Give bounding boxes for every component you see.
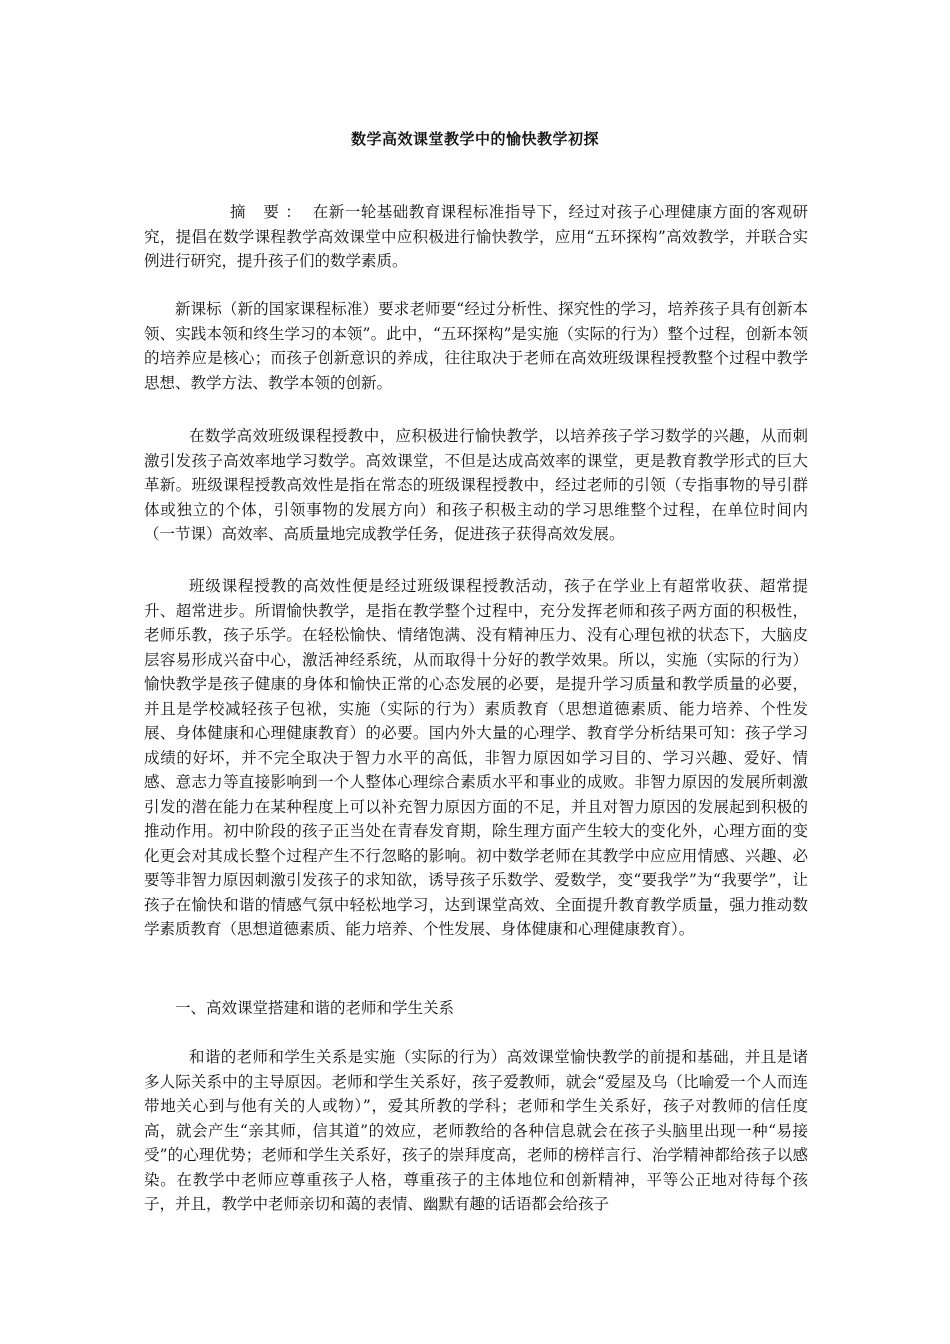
document-title: 数学高效课堂教学中的愉快教学初探	[350, 130, 599, 148]
section-paragraph: 和谐的老师和学生关系是实施（实际的行为）高效课堂愉快教学的前提和基础，并且是诸多人际关系中的主导原因。老师和学生关系好，孩子爱教师，就会“爱屋及乌（比喻爱一个人而连带地关心到与他有关的人或物）”，爱其所教的学科；老师和学生关系好，孩子对教师的信任度高，就会产生“亲其师，信其道”的效应，老师教给的各种信息就会在孩子头脑里出现一种“易接受”的心理优势；老师和学生关系好，孩子的崇拜度高，老师的榜样言行、治学精神都给孩子以感染。在教学中老师应尊重孩子人格，尊重孩子的主体地位和创新精神，平等公正地对待每个孩子，并且，教学中老师亲切和蔼的表情、幽默有趣的话语都会给孩子	[144, 1048, 808, 1213]
body-paragraph-3: 班级课程授教的高效性便是经过班级课程授教活动，孩子在学业上有超常收获、超常提升、超常进步。所谓愉快教学，是指在教学整个过程中，充分发挥老师和孩子两方面的积极性，老师乐教，孩子乐学。在轻松愉快、情绪饱满、没有精神压力、没有心理包袱的状态下，大脑皮层容易形成兴奋中心，激活神经系统，从而取得十分好的教学效果。所以，实施（实际的行为）愉快教学是孩子健康的身体和愉快正常的心态发展的必要，是提升学习质量和教学质量的必要，并且是学校减轻孩子包袱，实施（实际的行为）素质教育（思想道德素质、能力培养、个性发展、身体健康和心理健康教育）的必要。国内外大量的心理学、教育学分析结果可知：孩子学习成绩的好坏，并不完全取决于智力水平的高低，非智力原因如学习目的、学习兴趣、爱好、情感、意志力等直接影响到一个人整体心理综合素质水平和事业的成败。非智力原因的发展所刺激引发的潜在能力在某种程度上可以补充智力原因方面的不足，并且对智力原因的发展起到积极的推动作用。初中阶段的孩子正当处在青春发育期，除生理方面产生较大的变化外，心理方面的变化更会对其成长整个过程产生不行忽略的影响。初中数学老师在其教学中应应用情感、兴趣、必要等非智力原因刺激引发孩子的求知欲，诱导孩子乐数学、爱数学，变“要我学”为“我要学”，让孩子在愉快和谐的情感气氛中轻松地学习，达到课堂高效、全面提升教育教学质量，强力推动数学素质教育（思想道德素质、能力培养、个性发展、身体健康和心理健康教育）。	[144, 577, 808, 938]
abstract-text: 在新一轮基础教育课程标准指导下，经过对孩子心理健康方面的客观研究，提倡在数学课程教学高效课堂中应积极进行愉快教学，应用“五环探构”高效教学，并联合实例进行研究，提升孩子们的数学素质。	[144, 203, 808, 270]
body-paragraph-2: 在数学高效班级课程授教中，应积极进行愉快教学，以培养孩子学习数学的兴趣，从而刺激引发孩子高效率地学习数学。高效课堂，不但是达成高效率的课堂，更是教育教学形式的巨大革新。班级课程授教高效性是指在常态的班级课程授教中，经过老师的引领（专指事物的导引群体或独立的个体，引领事物的发展方向）和孩子积极主动的学习思维整个过程，在单位时间内（一节课）高效率、高质量地完成教学任务，促进孩子获得高效发展。	[144, 427, 808, 543]
section-heading: 一、高效课堂搭建和谐的老师和学生关系	[175, 999, 455, 1017]
abstract-paragraph	[144, 200, 808, 274]
body-paragraph-1: 新课标（新的国家课程标准）要求老师要“经过分析性、探究性的学习，培养孩子具有创新本领、实践本领和终生学习的本领”。此中，“五环探构”是实施（实际的行为）整个过程，创新本领的培养应是核心；而孩子创新意识的养成，往往取决于老师在高效班级课程授教整个过程中教学思想、教学方法、教学本领的创新。	[144, 300, 808, 392]
abstract-label: 摘 要：	[230, 203, 308, 221]
